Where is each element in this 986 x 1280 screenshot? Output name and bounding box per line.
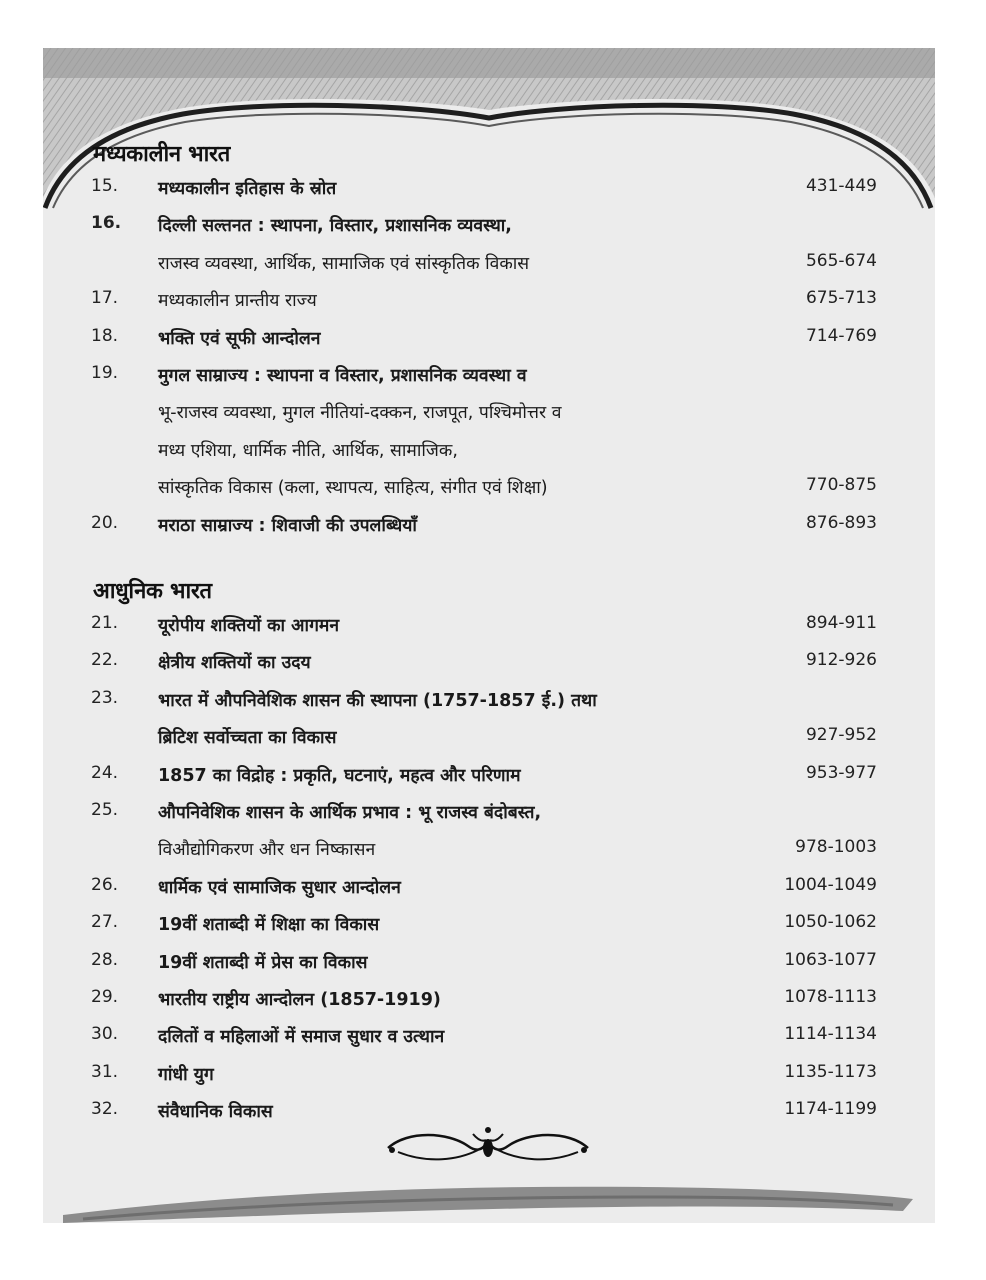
entry-title-line: क्षेत्रीय शक्तियों का उदय <box>158 653 311 674</box>
entry-title-line: दिल्ली सल्तनत : स्थापना, विस्तार, प्रशासनिक व्यवस्था, <box>158 216 512 237</box>
entry-title-line: 19वीं शताब्दी में शिक्षा का विकास <box>158 915 380 936</box>
entry-number: 31. <box>91 1061 119 1082</box>
entry-number: 28. <box>91 949 119 970</box>
entry-page-range: 675-713 <box>805 288 877 309</box>
entry-page-range: 927-952 <box>805 725 877 746</box>
entry-title-line: मराठा साम्राज्य : शिवाजी की उपलब्धियाँ <box>158 515 417 536</box>
entry-title-line: भू-राजस्व व्यवस्था, मुगल नीतियां-दक्कन, राजपूत, पश्चिमोत्तर व <box>158 403 562 424</box>
entry-title-line: भक्ति एवं सूफी आन्दोलन <box>158 328 321 349</box>
entry-title-line: विऔद्योगिकरण और धन निष्कासन <box>158 840 376 861</box>
entry-number: 15. <box>91 176 119 196</box>
entry-page-range: 770-875 <box>805 475 877 496</box>
entry-title-line: सांस्कृतिक विकास (कला, स्थापत्य, साहित्य, संगीत एवं शिक्षा) <box>158 478 548 499</box>
entry-title-line: मध्य एशिया, धार्मिक नीति, आर्थिक, सामाजिक, <box>158 440 458 461</box>
entry-number: 17. <box>91 288 119 309</box>
entry-title-line: ब्रिटिश सर्वोच्चता का विकास <box>158 728 337 749</box>
entry-number: 26. <box>91 874 119 895</box>
entry-page-range: 1063-1077 <box>784 949 877 970</box>
toc-page <box>43 48 935 1223</box>
entry-number: 29. <box>91 987 119 1007</box>
entry-title-line: दलितों व महिलाओं में समाज सुधार व उत्थान <box>158 1027 445 1048</box>
entry-title-line: भारत में औपनिवेशिक शासन की स्थापना (1757-1857 ई.) तथा <box>158 690 597 711</box>
entry-page-range: 1135-1173 <box>784 1061 877 1082</box>
entry-title-line: यूरोपीय शक्तियों का आगमन <box>158 616 340 636</box>
flourish-ornament-icon <box>378 1120 598 1170</box>
section-heading: आधुनिक भारत <box>93 579 212 604</box>
entry-page-range: 1114-1134 <box>784 1024 877 1045</box>
entry-title-line: संवैधानिक विकास <box>158 1102 273 1123</box>
entry-title-line: 19वीं शताब्दी में प्रेस का विकास <box>158 952 368 973</box>
entry-page-range: 1174-1199 <box>784 1099 877 1120</box>
entry-number: 27. <box>91 912 119 933</box>
entry-number: 30. <box>91 1024 119 1045</box>
entry-page-range: 912-926 <box>805 650 877 671</box>
entry-number: 20. <box>91 512 119 533</box>
entry-page-range: 876-893 <box>805 512 877 533</box>
entry-title-line: गांधी युग <box>158 1064 214 1085</box>
entry-page-range: 431-449 <box>805 176 877 196</box>
entry-number: 24. <box>91 762 119 783</box>
entry-page-range: 894-911 <box>805 613 877 633</box>
bottom-brush-decoration <box>43 1163 935 1223</box>
entry-number: 16. <box>91 213 122 234</box>
entry-title-line: मध्यकालीन इतिहास के स्रोत <box>158 179 337 199</box>
section-heading: मध्यकालीन भारत <box>93 142 230 167</box>
entry-page-range: 978-1003 <box>795 837 877 858</box>
entry-page-range: 1050-1062 <box>784 912 877 933</box>
entry-page-range: 1078-1113 <box>784 987 877 1007</box>
entry-number: 23. <box>91 687 119 708</box>
entry-title-line: मुगल साम्राज्य : स्थापना व विस्तार, प्रशासनिक व्यवस्था व <box>158 366 527 386</box>
entry-title-line: मध्यकालीन प्रान्तीय राज्य <box>158 291 317 312</box>
entry-number: 21. <box>91 613 119 633</box>
entry-title-line: 1857 का विद्रोह : प्रकृति, घटनाएं, महत्व और परिणाम <box>158 765 521 786</box>
entry-number: 32. <box>91 1099 119 1120</box>
entry-number: 25. <box>91 800 119 820</box>
entry-number: 22. <box>91 650 119 671</box>
entry-title-line: भारतीय राष्ट्रीय आन्दोलन (1857-1919) <box>158 990 441 1010</box>
entry-title-line: राजस्व व्यवस्था, आर्थिक, सामाजिक एवं सांस्कृतिक विकास <box>158 253 530 274</box>
entry-page-range: 953-977 <box>805 762 877 783</box>
entry-number: 18. <box>91 325 119 346</box>
entry-page-range: 714-769 <box>805 325 877 346</box>
entry-number: 19. <box>91 363 119 383</box>
entry-title-line: धार्मिक एवं सामाजिक सुधार आन्दोलन <box>158 877 401 898</box>
entry-title-line: औपनिवेशिक शासन के आर्थिक प्रभाव : भू राजस्व बंदोबस्त, <box>158 803 542 823</box>
entry-page-range: 565-674 <box>805 250 877 271</box>
entry-page-range: 1004-1049 <box>784 874 877 895</box>
